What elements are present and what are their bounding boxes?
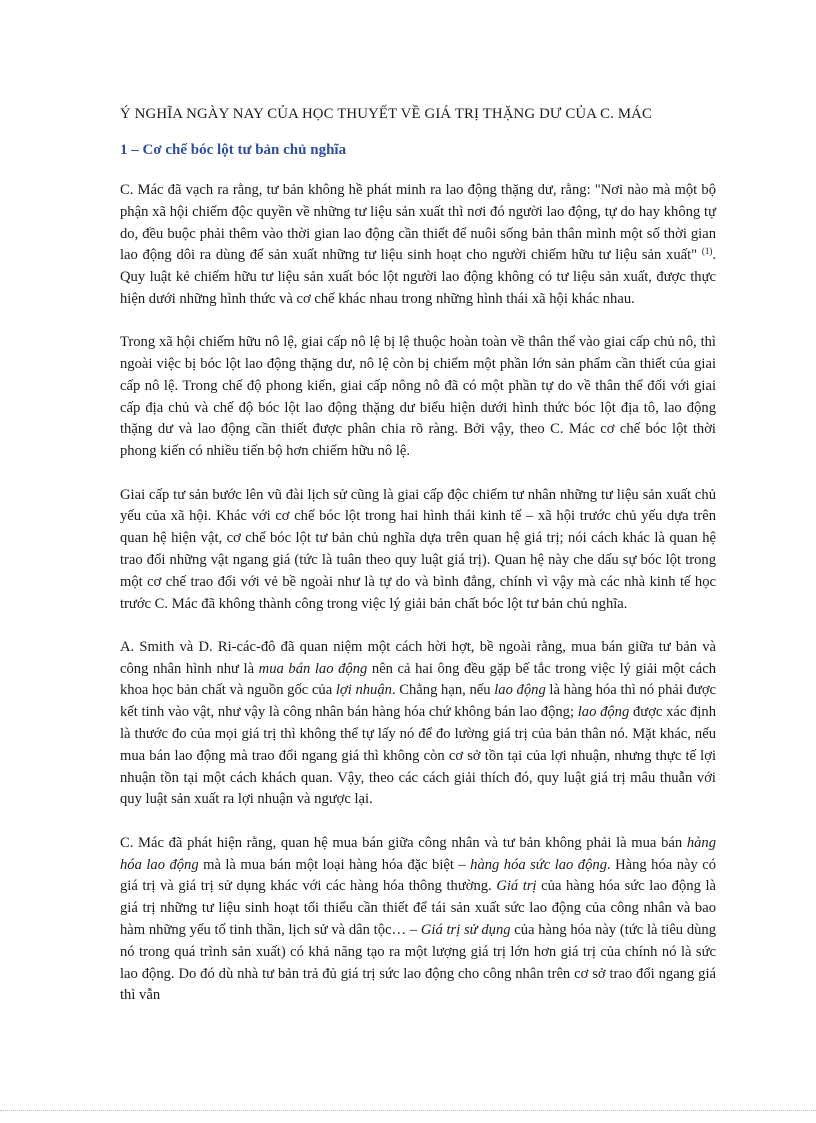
emphasis: hàng hóa lao động	[120, 834, 716, 873]
emphasis: Giá trị sử dụng	[420, 921, 511, 938]
paragraph-1-text-b: . Quy luật kẻ chiếm hữu tư liệu sản xuất bóc lột người lao động không có tư liệu sản xuất, được thực hiện dưới những hình thức và cơ chế khác nhau trong những hình thái xã hội khác nhau.	[120, 247, 716, 307]
emphasis: lao động	[494, 682, 546, 699]
paragraph-5-text: của hàng hóa sức lao động là giá trị những tư liệu sinh hoạt tối thiểu cần thiết để tái sản xuất sức lao động của công nhân và bao hàm những yếu tố tinh thần, lịch sử và dân tộc… –	[120, 878, 716, 938]
paragraph-1	[120, 180, 716, 311]
paragraph-4	[120, 637, 716, 811]
emphasis: lợi nhuận	[335, 682, 392, 699]
paragraph-4-text: được xác định là thước đo của mọi giá trị thì không thể tự lấy nó để đo lường giá trị của bản thân nó. Mặt khác, nếu mua bán lao động mà trao đổi ngang giá thì không còn cơ sở tồn tại của lợi nhuận, nhưng thực tế lợi nhuận tồn tại một cách khách quan. Vậy, theo các cách giải thích đó, quy luật giá trị mâu thuẫn với quy luật sản xuất ra lợi nhuận và ngược lại.	[120, 704, 716, 808]
paragraph-2: Trong xã hội chiếm hữu nô lệ, giai cấp nô lệ bị lệ thuộc hoàn toàn về thân thể vào giai cấp chủ nô, thì ngoài việc bị bóc lột lao động thặng dư, nô lệ còn bị chiếm một phần lớn sản phẩm cần thiết của giai cấp nô lệ. Trong chế độ phong kiến, giai cấp nông nô đã có một phần tự do về thân thể đối với giai cấp địa chủ và chế độ bóc lột lao động thặng dư biểu hiện dưới hình thức bóc lột địa tô, lao động thặng dư và lao động cần thiết được phân chia rõ ràng. Bởi vậy, theo C. Mác cơ chế bóc lột thời phong kiến có nhiều tiến bộ hơn chiếm hữu nô lệ.	[120, 334, 716, 460]
paragraph-4-text: là hàng hóa thì nó phải được kết tinh vào vật, như vậy là công nhân bán hàng hóa chứ không bán lao động;	[120, 682, 717, 721]
paragraph-4-text: A. Smith và D. Ri-các-đô đã quan niệm một cách hời hợt, bề ngoài rằng, mua bán giữa tư bản và công nhân hình như là	[120, 638, 716, 677]
paragraph-5-text: C. Mác đã phát hiện rằng, quan hệ mua bán giữa công nhân và tư bản không phải là mua bán	[120, 834, 687, 851]
document-title: Ý NGHĨA NGÀY NAY CỦA HỌC THUYẾT VỀ GIÁ TRỊ THẶNG DƯ CỦA C. MÁC	[120, 106, 652, 122]
emphasis: mua bán lao động	[258, 660, 368, 677]
page-footer-divider	[0, 1110, 816, 1111]
emphasis: Giá trị	[496, 878, 537, 895]
paragraph-5-text: mà là mua bán một loại hàng hóa đặc biệt –	[198, 856, 471, 873]
emphasis: lao động	[577, 704, 630, 721]
paragraph-4-text: . Chẳng hạn, nếu	[391, 682, 495, 699]
paragraph-5-text: . Hàng hóa này có giá trị và giá trị sử dụng khác với các hàng hóa thông thường.	[120, 856, 716, 895]
paragraph-4-text: nên cả hai ông đều gặp bế tắc trong việc lý giải một cách khoa học bản chất và nguồn gốc của	[120, 660, 717, 699]
paragraph-3: Giai cấp tư sản bước lên vũ đài lịch sử cũng là giai cấp độc chiếm tư nhân những tư liệu sản xuất chủ yếu của xã hội. Khác với cơ chế bóc lột trong hai hình thái kinh tế – xã hội trước chủ yếu dựa trên quan hệ hiện vật, cơ chế bóc lột tư bản chủ nghĩa dựa trên quan hệ giá trị; nói cách khác là quan hệ trao đổi những vật ngang giá (tức là tuân theo quy luật giá trị). Quan hệ này che dấu sự bóc lột trong một cơ chế trao đổi với vẻ bề ngoài như là tự do và bình đẳng, chính vì vậy mà các nhà kinh tế học trước C. Mác đã không thành công trong việc lý giải bản chất bóc lột tư bản chủ nghĩa.	[120, 486, 716, 612]
paragraph-1-text-a: C. Mác đã vạch ra rằng, tư bản không hề phát minh ra lao động thặng dư, rằng: "Nơi nào mà một bộ phận xã hội chiếm độc quyền về những tư liệu sản xuất thì nơi đó người lao động, tự do hay không tự do, đều buộc phải thêm vào thời gian lao động cần thiết để nuôi sống bản thân mình một số thời gian lao động dôi ra dùng để sản xuất những tư liệu sinh hoạt cho người chiếm hữu tư liệu sản xuất"	[120, 182, 716, 264]
paragraph-5-text: của hàng hóa này (tức là tiêu dùng nó trong quá trình sản xuất) có khả năng tạo ra một lượng giá trị lớn hơn giá trị của chính nó là sức lao động. Do đó dù nhà tư bản trả đủ giá trị sức lao động cho công nhân trên cơ sở trao đổi ngang giá thì vẫn	[120, 921, 717, 1004]
emphasis: hàng hóa sức lao động	[470, 856, 607, 873]
paragraph-5	[120, 833, 716, 1007]
footnote-ref: (1)	[701, 246, 713, 257]
section-heading: 1 – Cơ chế bóc lột tư bản chủ nghĩa	[120, 142, 347, 158]
